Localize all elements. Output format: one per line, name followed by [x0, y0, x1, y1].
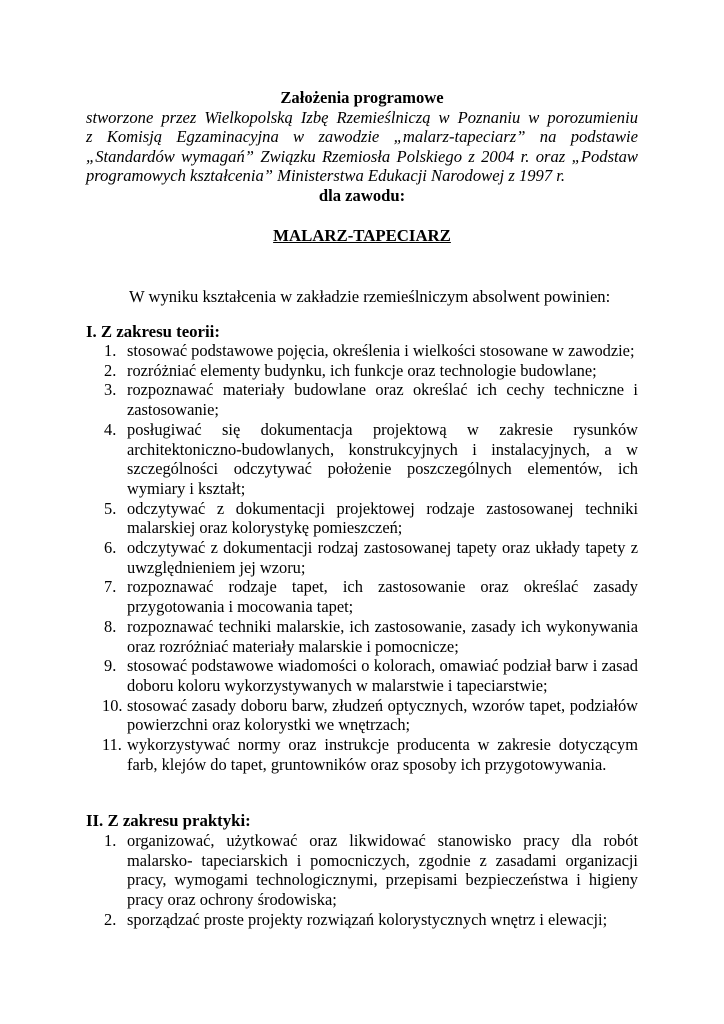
document-header: [86, 88, 638, 206]
item-text: wykorzystywać normy oraz instrukcje producenta w zakresie dotyczącym farb, klejów do tapet, gruntowników oraz sposoby ich przygotowywania.: [127, 735, 638, 774]
item-text: rozpoznawać rodzaje tapet, ich zastosowanie oraz określać zasady przygotowania i mocowania tapet;: [127, 577, 638, 617]
for-profession-label: dla zawodu:: [318, 185, 406, 205]
subtitle-line: „Standardów wymagań” Związku Rzemiosła Polskiego z 2004 r. oraz „Podstaw: [86, 146, 638, 166]
list-item: [86, 380, 638, 419]
list-item: [86, 538, 638, 577]
item-number: 8.: [104, 616, 117, 636]
item-number: 2.: [104, 360, 117, 380]
document-subtitle: [86, 108, 638, 186]
subtitle-line: stworzone przez Wielkopolską Izbę Rzemieślniczą w Poznaniu w porozumieniu: [86, 107, 638, 127]
item-text: stosować podstawowe wiadomości o kolorach, omawiać podział barw i zasad doboru koloru wykorzystywanych w malarstwie i tapeciarstwie;: [127, 656, 638, 695]
list-item: [86, 831, 638, 910]
list-item: [86, 617, 638, 656]
item-text: organizować, użytkować oraz likwidować stanowisko pracy dla robót malarsko- tapeciarskich i pomocniczych, zgodnie z zasadami organizacji pracy, wymogami technologicznymi, przepisami bezpieczeństwa i higieny pracy oraz ochrony środowiska;: [127, 831, 638, 910]
list-item: [86, 361, 638, 381]
item-number: 11.: [102, 735, 122, 755]
item-text: posługiwać się dokumentacja projektową w zakresie rysunków architektoniczno-budowlanych, konstrukcyjnych i instalacyjnych, a w szczególności odczytywać położenie poszczególnych elementów, ich wymiary i kształt;: [127, 419, 638, 498]
item-number: 3.: [104, 380, 117, 400]
item-text: odczytywać z dokumentacji rodzaj zastosowanej tapety oraz układy tapety z uwzględnieniem jej wzoru;: [127, 538, 638, 577]
item-number: 1.: [104, 831, 117, 850]
intro-paragraph: W wyniku kształcenia w zakładzie rzemieślniczym absolwent powinien:: [129, 287, 611, 306]
theory-list: [86, 341, 638, 774]
section-theory-title: I. Z zakresu teorii:: [86, 322, 220, 341]
list-item: [86, 420, 638, 499]
list-item: [86, 735, 638, 774]
item-text: stosować zasady doboru barw, złudzeń optycznych, wzorów tapet, podziałów powierzchni oraz kolorystki we wnętrzach;: [127, 695, 638, 735]
item-number: 1.: [104, 341, 117, 360]
item-text: rozróżniać elementy budynku, ich funkcje oraz technologie budowlane;: [127, 360, 597, 380]
item-number: 9.: [104, 656, 117, 676]
list-item: [86, 656, 638, 695]
list-item: [86, 499, 638, 538]
list-item: [86, 341, 638, 361]
item-number: 7.: [104, 577, 117, 597]
list-item: [86, 696, 638, 735]
profession-heading: MALARZ-TAPECIARZ: [273, 226, 451, 245]
item-number: 4.: [104, 419, 117, 439]
item-text: rozpoznawać techniki malarskie, ich zastosowanie, zasady ich wykonywania oraz rozróżniać materiały malarskie i pomocnicze;: [127, 616, 638, 656]
item-number: 10.: [102, 695, 123, 715]
item-text: odczytywać z dokumentacji projektowej rodzaje zastosowanej techniki malarskiej oraz kolorystykę pomieszczeń;: [127, 498, 638, 538]
item-number: 2.: [104, 909, 117, 929]
item-number: 5.: [104, 498, 117, 518]
item-number: 6.: [104, 538, 117, 558]
item-text: stosować podstawowe pojęcia, określenia i wielkości stosowane w zawodzie;: [127, 341, 635, 360]
section-practice-title: II. Z zakresu praktyki:: [86, 811, 251, 830]
list-item: [86, 577, 638, 616]
item-text: rozpoznawać materiały budowlane oraz określać ich cechy techniczne i zastosowanie;: [127, 380, 638, 420]
item-text: sporządzać proste projekty rozwiązań kolorystycznych wnętrz i elewacji;: [127, 909, 608, 929]
subtitle-line: programowych kształcenia” Ministerstwa Edukacji Narodowej z 1997 r.: [86, 166, 566, 186]
subtitle-line: z Komisją Egzaminacyjna w zawodzie „malarz-tapeciarz” na podstawie: [86, 127, 638, 147]
document-title: Założenia programowe: [280, 88, 444, 107]
list-item: [86, 910, 638, 930]
practice-list: [86, 831, 638, 930]
